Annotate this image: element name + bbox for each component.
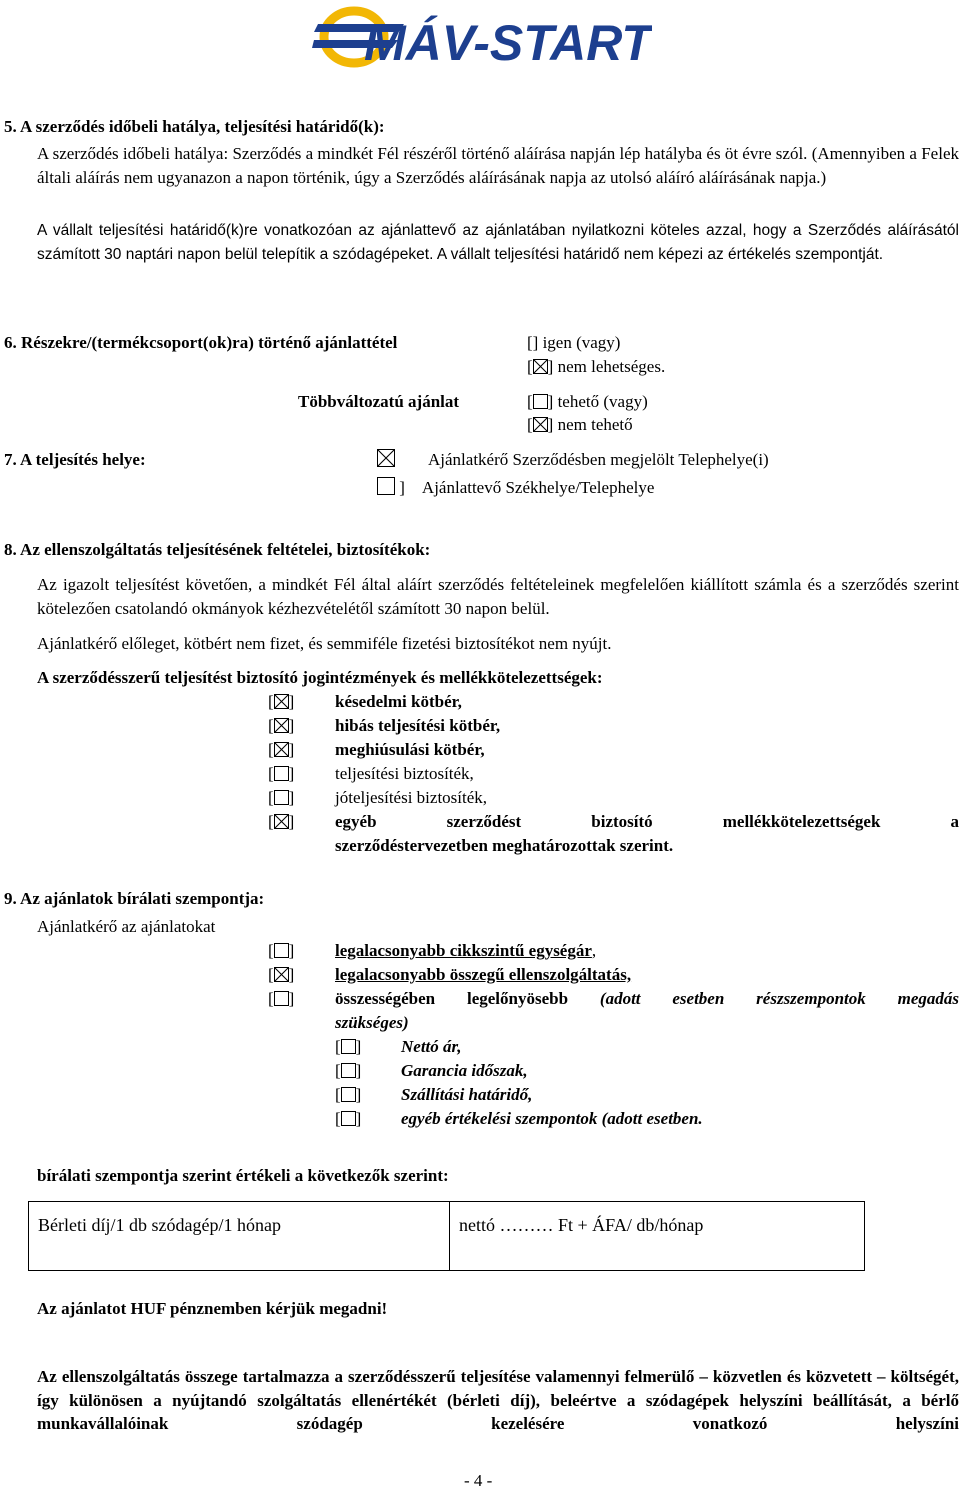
huf-note: Az ajánlatot HUF pénznemben kérjük megadni! [37,1299,388,1318]
option-label: ] nem lehetséges. [547,357,666,376]
option-label: Ajánlatkérő Szerződésben megjelölt Telephelye(i) [428,450,769,469]
s7-option-ajanlattevo[interactable]: ] Ajánlattevő Székhelye/Telephelye [377,476,654,500]
page-number: - 4 - [464,1471,493,1490]
s6-option-igen[interactable]: [] igen (vagy) [527,333,621,352]
s8-heading: 8. Az ellenszolgáltatás teljesítésének feltételei, biztosítékok: [4,540,431,559]
s6-option-teheto[interactable]: [ ] tehető (vagy) [527,392,648,411]
s5-heading: 5. A szerződés időbeli hatálya, teljesítési határidő(k): [4,117,385,136]
table-cell-item: Bérleti díj/1 db szódagép/1 hónap [29,1202,450,1271]
s8-item-kesedelmi[interactable]: [ ] [268,692,295,711]
checkbox-empty-icon[interactable] [341,1063,356,1078]
s9-sub-label: Szállítási határidő, [401,1085,533,1104]
s9-item-legelonyosebb[interactable]: [ ] [268,989,295,1008]
s9-sub-label: Nettó ár, [401,1037,462,1056]
s8-item-egyeb[interactable]: [ ] [268,812,295,831]
s8-item-hibas[interactable]: [ ] [268,716,295,735]
checkbox-checked-icon[interactable] [274,694,289,709]
s9-sub-egyeb[interactable]: [ ] [335,1109,362,1128]
checkbox-checked-icon[interactable] [274,718,289,733]
s8-subheading: A szerződésszerű teljesítést biztosító jogintézmények és mellékkötelezettségek: [37,668,603,687]
checkbox-empty-icon[interactable] [274,991,289,1006]
table-cell-price: nettó ……… Ft + ÁFA/ db/hónap [450,1202,865,1271]
s8-item-teljesitesi[interactable]: [ ] [268,764,295,783]
checkbox-checked-icon[interactable] [274,814,289,829]
s9-item-label-cont: szükséges) [335,1013,409,1032]
checkbox-empty-icon[interactable] [274,766,289,781]
s8-item-meghiusulasi[interactable]: [ ] [268,740,295,759]
s8-item-label: hibás teljesítési kötbér, [335,716,501,735]
checkbox-empty-icon[interactable] [341,1039,356,1054]
s6-label: 6. Részekre/(termékcsoport(ok)ra) történő ajánlattétel [4,333,398,352]
s7-option-ajanlatkero[interactable] [377,448,769,472]
s9-item-osszegu[interactable]: [ ] [268,965,295,984]
mav-start-logo-icon [312,2,652,72]
checkbox-empty-icon[interactable] [341,1111,356,1126]
s8-item-label: meghiúsulási kötbér, [335,740,485,759]
checkbox-checked-icon[interactable] [274,967,289,982]
s9-item-label: legalacsonyabb cikkszintű egységár, [335,941,597,960]
checkbox-empty-icon[interactable] [533,394,548,409]
s9-item-label: legalacsonyabb összegű ellenszolgáltatás, [335,965,632,984]
checkbox-checked-icon[interactable] [533,417,548,432]
s8-item-joteljesitesi[interactable]: [ ] [268,788,295,807]
checkbox-checked-icon[interactable] [377,449,395,467]
logo [312,2,652,72]
s9-sub-netto[interactable]: [ ] [335,1037,362,1056]
checkbox-empty-icon[interactable] [274,790,289,805]
s6-label-2: Többváltozatú ajánlat [298,392,460,411]
s7-label: 7. A teljesítés helye: [4,450,146,469]
option-label: Ajánlattevő Székhelye/Telephelye [421,478,655,497]
s8-paragraph-1: Az igazolt teljesítést követően, a mindkét Fél által aláírt szerződés feltételeinek megfelelően kiállított számla és a szerződés szerint kötelezően csatolandó okmányok kézhezvételétől számított 30 napon belül. [37,575,959,618]
s8-item-label-cont: szerződéstervezetben meghatározottak szerint. [335,836,674,855]
s9-sub-garancia[interactable]: [ ] [335,1061,362,1080]
s9-sub-label: egyéb értékelési szempontok (adott esetben. [401,1109,703,1128]
s6-option-nem-teheto[interactable]: [ ] nem tehető [527,415,633,434]
s8-item-label: jóteljesítési biztosíték, [335,788,488,807]
s9-sub-szallitasi[interactable]: [ ] [335,1085,362,1104]
checkbox-empty-icon[interactable] [377,477,395,495]
s9-sub-label: Garancia időszak, [401,1061,528,1080]
checkbox-checked-icon[interactable] [533,359,548,374]
checkbox-checked-icon[interactable] [274,742,289,757]
s8-item-label: teljesítési biztosíték, [335,764,474,783]
s8-paragraph-2: Ajánlatkérő előleget, kötbért nem fizet, és semmiféle fizetési biztosítékot nem nyújt. [37,634,612,653]
option-label: ] tehető (vagy) [547,392,648,411]
s5-paragraph-2: A vállalt teljesítési határidő(k)re vonatkozóan az ajánlattevő az ajánlatában nyilatkozni köteles azzal, hogy a Szerződés aláírásától számított 30 naptári napon belül telepítik a szódagépeket. A vállalt teljesítési határidő nem képezi az értékelés szempontját. [37,222,959,263]
s9-intro: Ajánlatkérő az ajánlatokat [37,917,216,936]
s9-item-label: összességében legelőnyösebb (adott esetben részszempontok megadás [335,989,959,1008]
s5-paragraph-1: A szerződés időbeli hatálya: Szerződés a mindkét Fél részéről történő aláírása napján lép hatályba és öt évre szól. (Amennyiben a Felek általi aláírás nem ugyanazon a napon történik, úgy a Szerződés aláírásának napja az utolsó aláíró aláírásának napja.) [37,144,959,187]
s9-after: bírálati szempontja szerint értékeli a következők szerint: [37,1166,449,1185]
logo-text: MÁV-START [364,15,652,71]
s8-item-label: késedelmi kötbér, [335,692,462,711]
table-row [29,1202,865,1271]
s9-item-cikkszintu[interactable]: [ ] [268,941,295,960]
option-label: ] nem tehető [547,415,633,434]
s8-item-label: egyéb szerződést biztosító mellékkötelezettségek a [335,812,959,831]
final-paragraph: Az ellenszolgáltatás összege tartalmazza a szerződésszerű teljesítése valamennyi felmerülő – közvetlen és közvetett – költségét, így különösen a nyújtandó szolgáltatás ellenértékét (bérleti díj), beleértve a szódagépek helyszíni beállítását, a bérlő munkavállalóinak szódagép kezelésére vonatkozó helyszíni [37,1367,959,1433]
s6-option-nem-lehetseges[interactable]: [ ] nem lehetséges. [527,357,666,376]
price-table [28,1201,865,1271]
checkbox-empty-icon[interactable] [274,943,289,958]
checkbox-empty-icon[interactable] [341,1087,356,1102]
s9-heading: 9. Az ajánlatok bírálati szempontja: [4,889,265,908]
